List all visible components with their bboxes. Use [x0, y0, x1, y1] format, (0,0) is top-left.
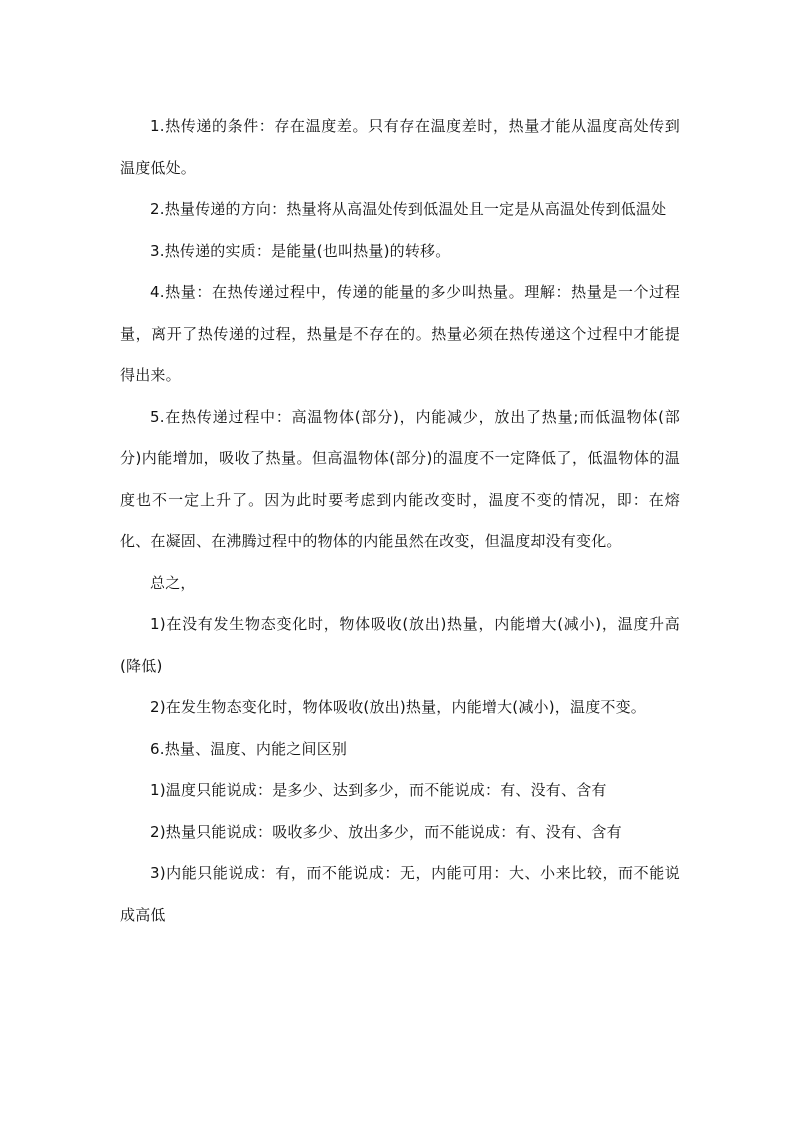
paragraph-difference-temperature: 1)温度只能说成：是多少、达到多少，而不能说成：有、没有、含有 [150, 781, 607, 799]
paragraph-heat-definition: 4.热量：在热传递过程中，传递的能量的多少叫热量。理解：热量是一个过程量，离开了热传递的过程，热量是不存在的。热量必须在热传递这个过程中才能提得出来。 [120, 283, 680, 384]
paragraph-summary-intro: 总之， [150, 573, 196, 592]
paragraph-summary-point-2: 2)在发生物态变化时，物体吸收(放出)热量，内能增大(减小)，温度不变。 [150, 698, 647, 716]
paragraph-heat-direction: 2.热量传递的方向：热量将从高温处传到低温处且一定是从高温处传到低温处 [150, 200, 667, 218]
paragraph-heat-transfer-process: 5.在热传递过程中：高温物体(部分)，内能减少，放出了热量;而低温物体(部分)内能增加，吸收了热量。但高温物体(部分)的温度不一定降低了，低温物体的温度也不一定上升了。因为此时要考虑到内能改变时，温度不变的情况，即：在熔化、在凝固、在沸腾过程中的物体的内能虽然在改变，但温度却没有变化。 [120, 407, 680, 550]
paragraph-differences-heading: 6.热量、温度、内能之间区别 [150, 739, 348, 758]
document-body [120, 106, 680, 936]
paragraph-heat-transfer-essence: 3.热传递的实质：是能量(也叫热量)的转移。 [150, 241, 451, 260]
paragraph-heat-transfer-condition: 1.热传递的条件：存在温度差。只有存在温度差时，热量才能从温度高处传到温度低处。 [120, 117, 680, 177]
paragraph-difference-heat: 2)热量只能说成：吸收多少、放出多少，而不能说成：有、没有、含有 [150, 822, 622, 841]
paragraph-difference-internal-energy: 3)内能只能说成：有，而不能说成：无，内能可用：大、小来比较，而不能说成高低 [120, 864, 680, 924]
paragraph-summary-point-1: 1)在没有发生物态变化时，物体吸收(放出)热量，内能增大(减小)，温度升高(降低) [120, 615, 680, 675]
